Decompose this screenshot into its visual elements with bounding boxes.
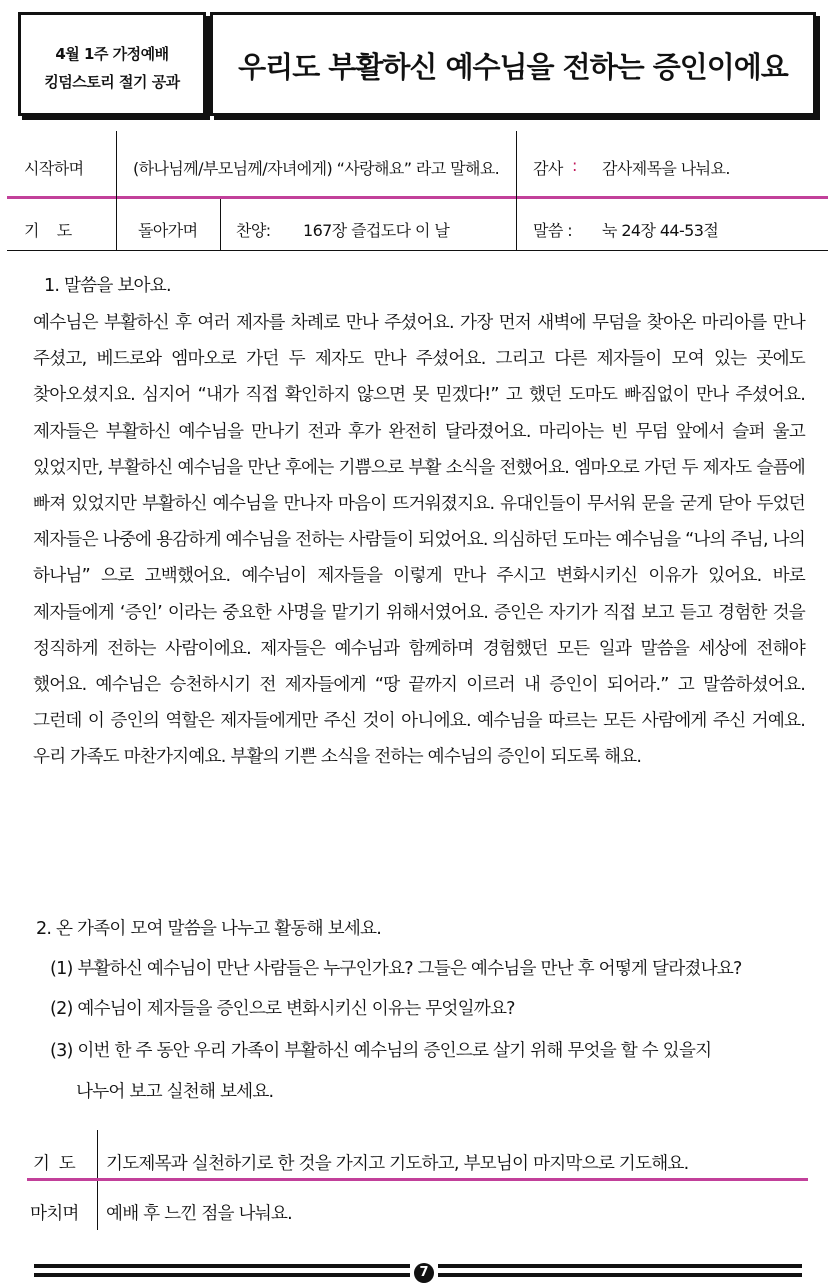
- closing-divider: [27, 1178, 808, 1181]
- thanks-text: 감사제목을 나눠요.: [602, 159, 730, 178]
- page-number: 7: [414, 1263, 434, 1283]
- start-text: (하나님께/부모님께/자녀에게) “사랑해요” 라고 말해요.: [133, 159, 500, 178]
- hymn-text: 167장 즐겁도다 이 날: [303, 221, 450, 240]
- table-divider: [7, 196, 828, 199]
- column-divider: [516, 131, 517, 250]
- closing-prayer-label: 기 도: [33, 1154, 75, 1174]
- hymn-label: 찬양:: [236, 221, 271, 240]
- column-divider: [220, 199, 221, 250]
- section1-body: 예수님은 부활하신 후 여러 제자를 차례로 만나 주셨어요. 가장 먼저 새벽에 무덤을 찾아온 마리아를 만나 주셨고, 베드로와 엠마오로 가던 두 제자도 만나 주셨어요. 그리고 다른 제자들이 모여 있는 곳에도 찾아오셨지요. 심지어 “내가 직접 확인하지 않으면 못 믿겠다!” 고 했던 도마도 빠짐없이 만나 주셨어요. 제자들은 부활하신 예수님을 만나기 전과 후가 완전히 달라졌어요. 마리아는 빈 무덤 앞에서 슬퍼 울고 있었지만, 부활하신 예수님을 만난 후에는 기쁨으로 부활 소식을 전했어요. 엠마오로 가던 두 제자도 슬픔에 빠져 있었지만 부활하신 예수님을 만나자 마음이 뜨거워졌지요. 유대인들이 무서워 문을 굳게 닫아 두었던 제자들은 나중에 용감하게 예수님을 전하는 사람들이 되었어요. 의심하던 도마는 예수님을 “나의 주님, 나의 하나님” 으로 고백했어요. 예수님이 제자들을 이렇게 만나 주시고 변화시키신 이유가 있어요. 바로 제자들에게 ‘증인’ 이라는 중요한 사명을 맡기기 위해서였어요. 증인은 자기가 직접 보고 듣고 경험한 것을 정직하게 전하는 사람이에요. 제자들은 예수님과 함께하며 경험했던 모든 일과 말씀을 세상에 전해야 했어요. 예수님은 승천하시기 전 제자들에게 “땅 끝까지 이르러 내 증인이 되어라.” 고 말씀하셨어요. 그런데 이 증인의 역할은 제자들에게만 주신 것이 아니에요. 예수님을 따르는 모든 사람에게 주신 거예요. 우리 가족도 마찬가지예요. 부활의 기쁜 소식을 전하는 예수님의 증인이 되도록 해요.: [33, 313, 805, 768]
- thanks-colon: :: [572, 156, 577, 175]
- table-bottom-line: [7, 250, 828, 251]
- footer-rule-right: [438, 1264, 802, 1268]
- question-2: (2) 예수님이 제자들을 증인으로 변화시키신 이유는 무엇일까요?: [50, 999, 515, 1019]
- closing-prayer-text: 기도제목과 실천하기로 한 것을 가지고 기도하고, 부모님이 마지막으로 기도해요.: [106, 1154, 689, 1174]
- title-box: [210, 12, 816, 116]
- worship-info-box: [18, 12, 206, 116]
- footer-rule-right: [438, 1273, 802, 1277]
- thanks-label: 감사: [533, 159, 563, 178]
- curriculum-label: 킹덤스토리 절기 공과: [44, 73, 180, 91]
- prayer-label: 기 도: [24, 221, 72, 240]
- footer-rule-left: [34, 1273, 410, 1277]
- prayer-text: 돌아가며: [138, 221, 198, 240]
- footer-rule-left: [34, 1264, 410, 1268]
- word-text: 눅 24장 44-53절: [602, 221, 719, 240]
- section2-heading: 2. 온 가족이 모여 말씀을 나누고 활동해 보세요.: [36, 919, 382, 939]
- word-label: 말씀 :: [533, 221, 572, 240]
- question-3: (3) 이번 한 주 동안 우리 가족이 부활하신 예수님의 증인으로 살기 위해 무엇을 할 수 있을지: [50, 1041, 712, 1061]
- page-title: 우리도 부활하신 예수님을 전하는 증인이에요: [238, 50, 788, 84]
- section1-heading: 1. 말씀을 보아요.: [44, 276, 171, 296]
- start-label: 시작하며: [24, 159, 84, 178]
- worship-week-label: 4월 1주 가정예배: [55, 45, 169, 63]
- closing-end-text: 예배 후 느낀 점을 나눠요.: [106, 1204, 292, 1224]
- question-3-continued: 나누어 보고 실천해 보세요.: [76, 1082, 274, 1102]
- question-1: (1) 부활하신 예수님이 만난 사람들은 누구인가요? 그들은 예수님을 만난 후 어떻게 달라졌나요?: [50, 959, 742, 979]
- column-divider: [116, 131, 117, 250]
- closing-end-label: 마치며: [30, 1204, 79, 1224]
